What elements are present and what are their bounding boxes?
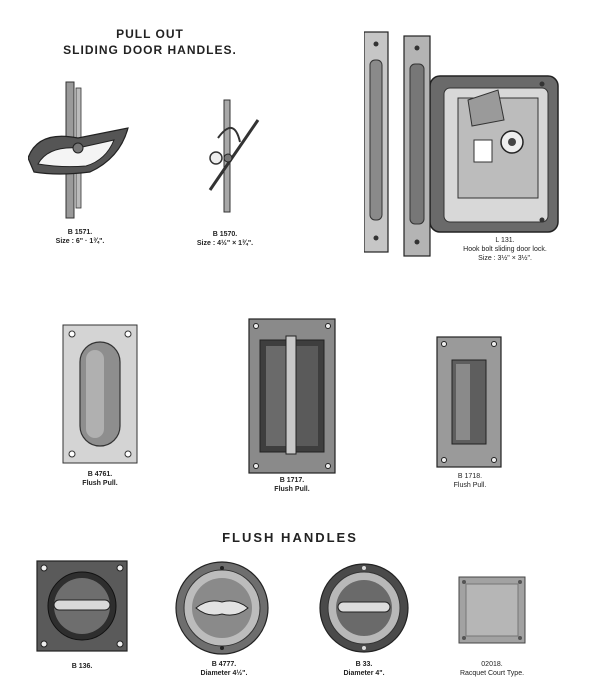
caption-b1717-code: B 1717. bbox=[279, 477, 305, 484]
flush-handle-b33-illustration bbox=[318, 562, 410, 654]
caption-b1571-code: B 1571. bbox=[67, 229, 93, 236]
caption-02018 bbox=[440, 660, 544, 678]
caption-02018-desc: Racquet Court Type. bbox=[459, 670, 525, 677]
caption-b1570 bbox=[180, 230, 270, 248]
caption-b4761-code: B 4761. bbox=[87, 471, 113, 478]
caption-b1571-desc: Size : 6" · 1¾". bbox=[55, 238, 105, 245]
pull-out-heading-line2: SLIDING DOOR HANDLES. bbox=[63, 43, 237, 57]
caption-b1570-code: B 1570. bbox=[212, 231, 238, 238]
caption-b33-desc: Diameter 4". bbox=[343, 670, 385, 677]
caption-l131-code: L 131. bbox=[495, 237, 515, 244]
caption-b4777 bbox=[186, 660, 262, 678]
caption-b4777-desc: Diameter 4½". bbox=[200, 670, 248, 677]
pull-out-heading-line1: PULL OUT bbox=[116, 27, 184, 41]
caption-b33-code: B 33. bbox=[355, 661, 373, 668]
caption-b1718-desc: Flush Pull. bbox=[453, 482, 487, 489]
pull-handle-b1570-illustration bbox=[200, 98, 260, 218]
caption-l131 bbox=[450, 236, 560, 263]
caption-l131-size: Size : 3½" × 3½". bbox=[478, 255, 532, 262]
caption-b136 bbox=[42, 662, 122, 671]
flush-pull-b4761-illustration bbox=[62, 324, 138, 464]
hook-bolt-lock-l131-illustration bbox=[364, 30, 564, 262]
racquet-court-plate-02018-illustration bbox=[458, 576, 526, 644]
caption-02018-code: 02018. bbox=[481, 661, 503, 668]
flush-pull-b1717-illustration bbox=[248, 318, 336, 474]
caption-b4761 bbox=[60, 470, 140, 488]
flush-handles-heading: FLUSH HANDLES bbox=[222, 530, 358, 545]
caption-b1718-code: B 1718. bbox=[457, 473, 483, 480]
caption-b136-code: B 136. bbox=[71, 663, 93, 670]
flush-pull-b1718-illustration bbox=[436, 336, 502, 468]
flush-handle-b4777-illustration bbox=[174, 560, 270, 656]
caption-l131-desc: Hook bolt sliding door lock. bbox=[463, 246, 547, 253]
caption-b1717-desc: Flush Pull. bbox=[274, 486, 310, 493]
caption-b33 bbox=[326, 660, 402, 678]
pull-out-heading bbox=[40, 26, 260, 58]
caption-b4761-desc: Flush Pull. bbox=[82, 480, 118, 487]
caption-b1718 bbox=[430, 472, 510, 490]
caption-b1570-desc: Size : 4½" × 1¾". bbox=[196, 240, 254, 247]
pull-handle-b1571-illustration bbox=[28, 80, 148, 220]
flush-handle-b136-illustration bbox=[36, 560, 128, 652]
caption-b1571 bbox=[40, 228, 120, 246]
caption-b4777-code: B 4777. bbox=[211, 661, 237, 668]
caption-b1717 bbox=[252, 476, 332, 494]
